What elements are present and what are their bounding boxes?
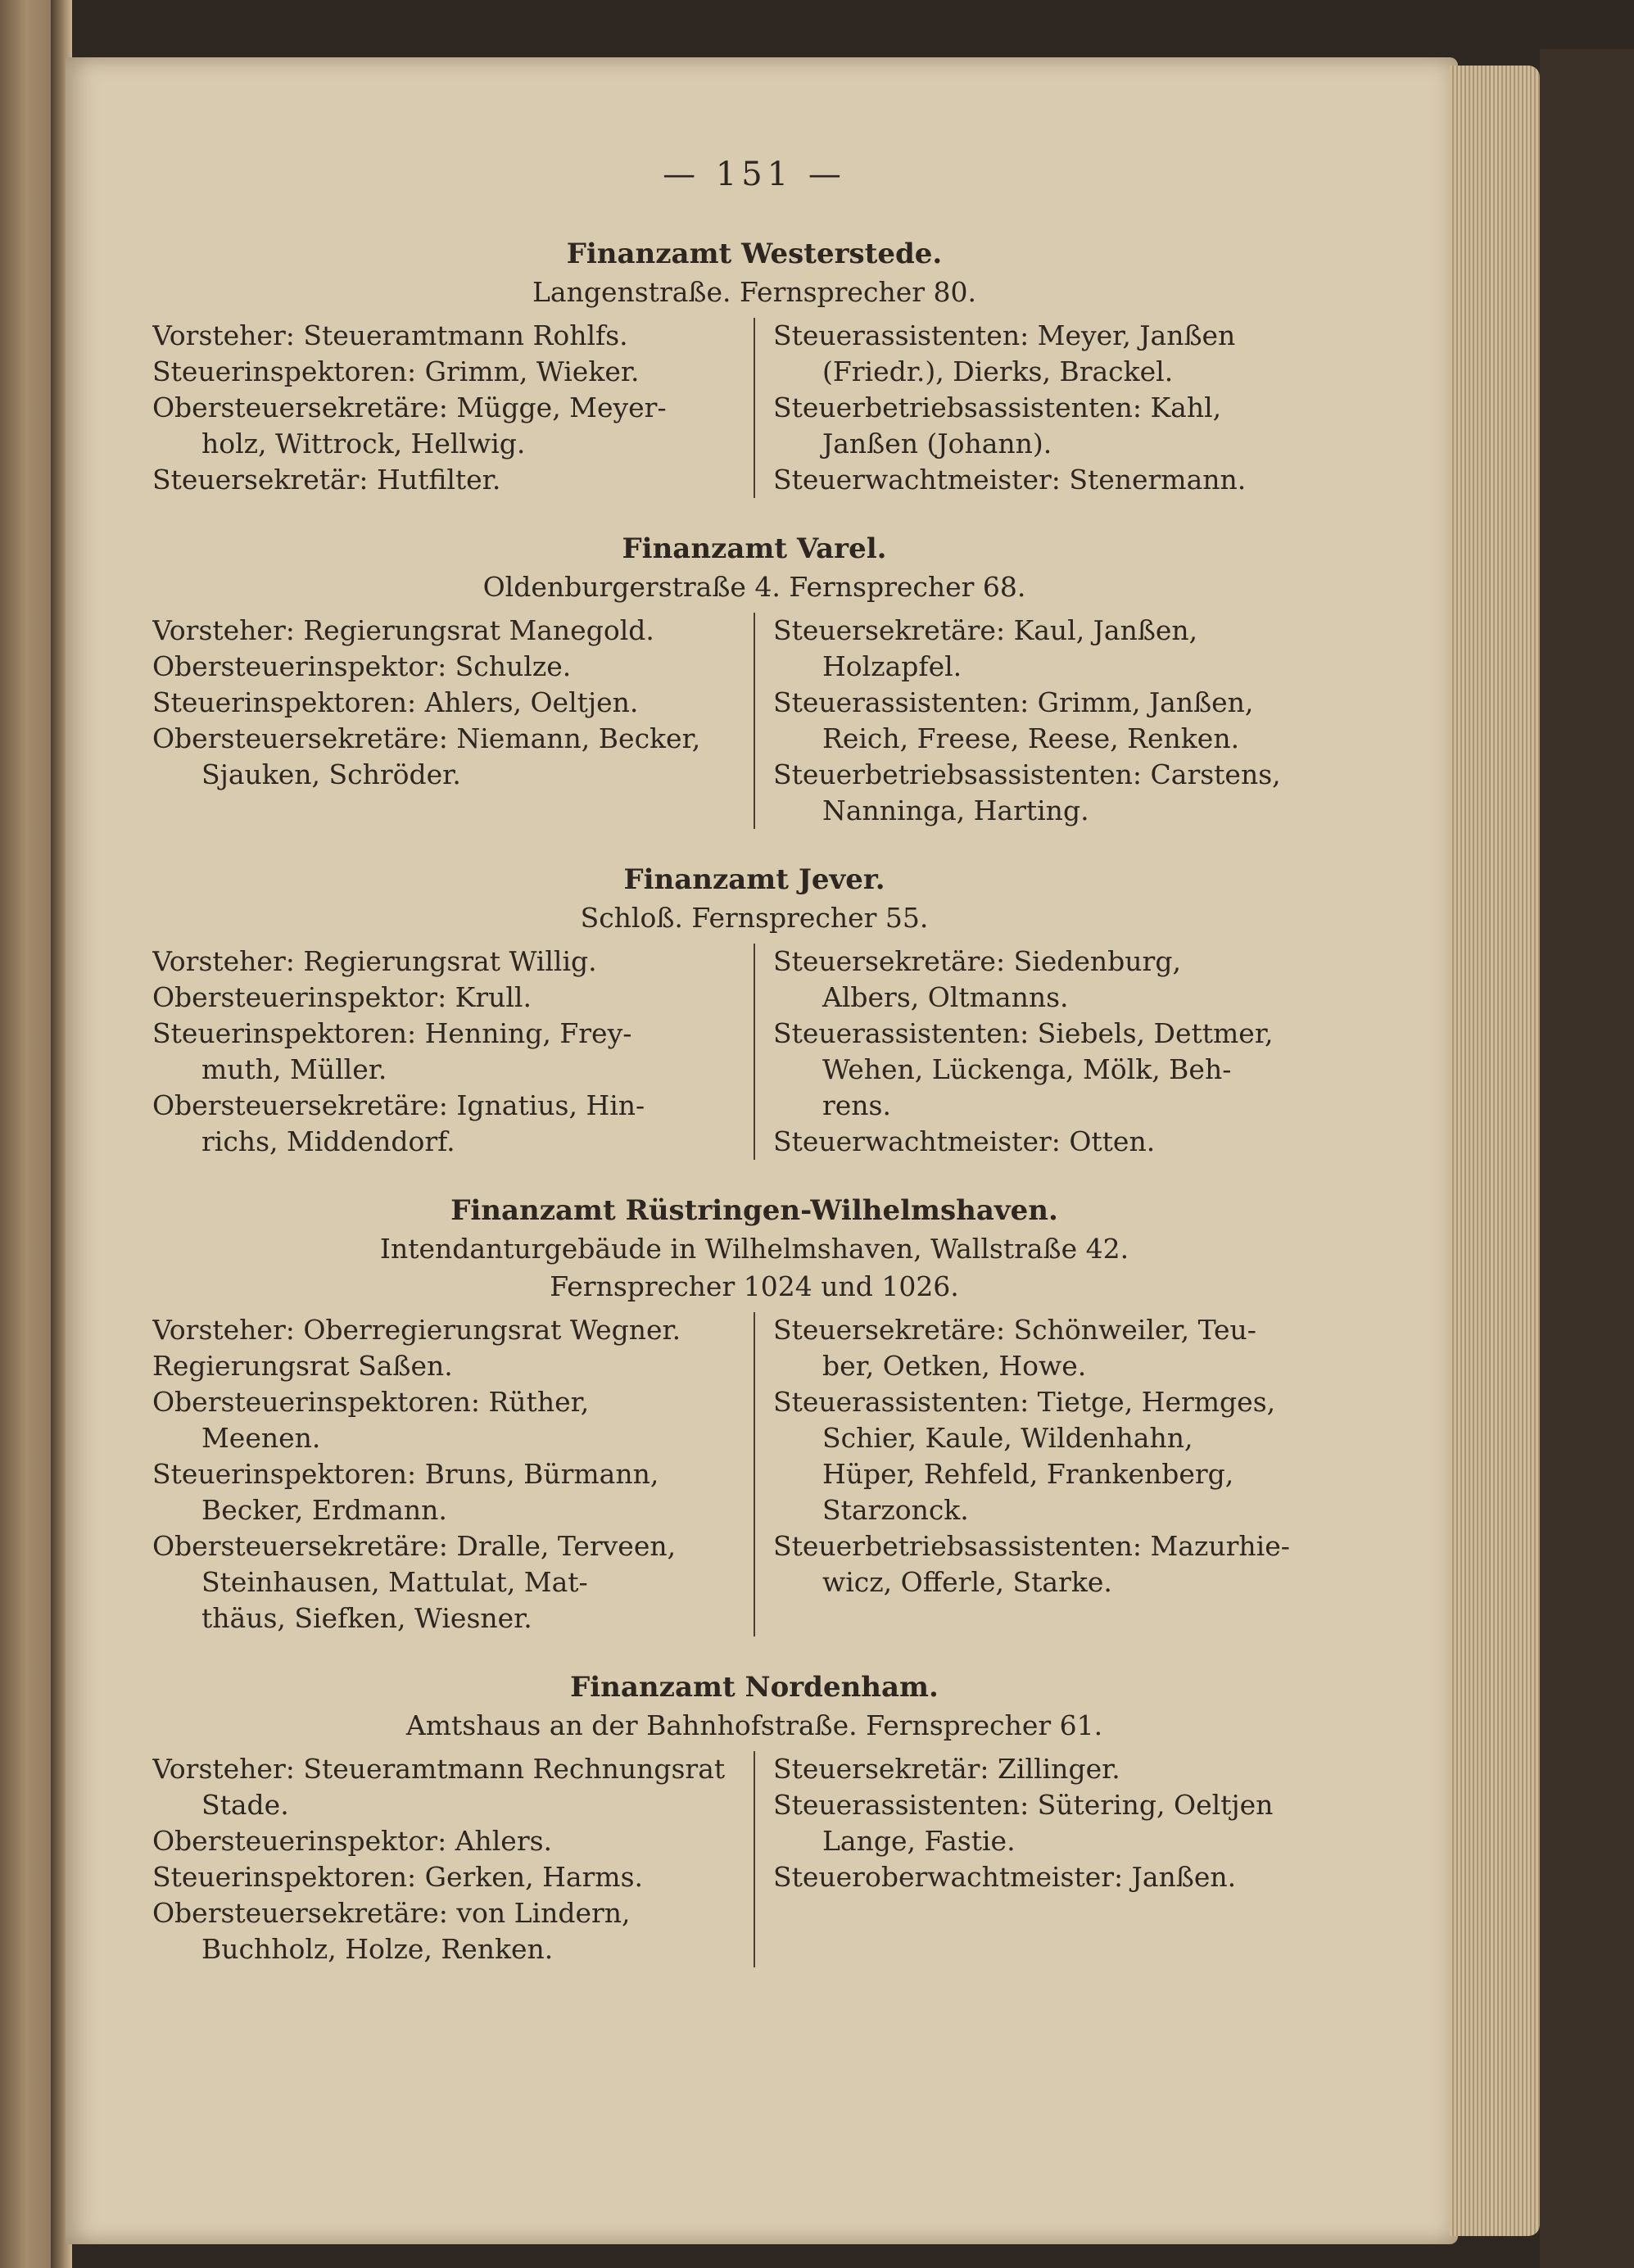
- staff-line: Steinhausen, Mattulat, Mat-: [201, 1566, 588, 1598]
- staff-line: ber, Oetken, Howe.: [822, 1350, 1087, 1382]
- staff-line: Steuersekretäre: Kaul, Janßen,: [773, 614, 1198, 646]
- staff-line: Steuerinspektoren: Henning, Frey-: [152, 1017, 632, 1049]
- staff-line: Obersteuersekretäre: von Lindern,: [152, 1897, 631, 1929]
- staff-line: rens.: [822, 1089, 891, 1121]
- staff-line: Steuersekretäre: Schönweiler, Teu-: [773, 1314, 1256, 1346]
- staff-line: Obersteuerinspektor: Krull.: [152, 981, 532, 1013]
- left-column: [152, 613, 754, 829]
- staff-line: muth, Müller.: [201, 1053, 387, 1085]
- staff-line: Steuerinspektoren: Grimm, Wieker.: [152, 355, 640, 387]
- office-address: Fernsprecher 1024 und 1026.: [550, 1270, 959, 1302]
- staff-line: Obersteuersekretäre: Ignatius, Hin-: [152, 1089, 645, 1121]
- office-section: [152, 862, 1356, 1160]
- office-section: [152, 1669, 1356, 1967]
- right-column: [754, 1312, 1356, 1636]
- staff-line: Obersteuersekretäre: Niemann, Becker,: [152, 722, 701, 754]
- staff-line: Steueroberwachtmeister: Janßen.: [773, 1861, 1237, 1893]
- staff-line: Steuersekretär: Zillinger.: [773, 1753, 1120, 1785]
- page-edges: [1450, 66, 1540, 2236]
- page-text: [152, 156, 1356, 2000]
- staff-line: Albers, Oltmanns.: [822, 981, 1069, 1013]
- staff-line: Starzonck.: [822, 1494, 969, 1526]
- staff-line: Steuerinspektoren: Ahlers, Oeltjen.: [152, 686, 639, 718]
- right-column: [754, 318, 1356, 498]
- staff-line: Steuerbetriebsassistenten: Carstens,: [773, 758, 1281, 790]
- office-address: Oldenburgerstraße 4. Fernsprecher 68.: [482, 571, 1026, 603]
- staff-line: Steuerbetriebsassistenten: Kahl,: [773, 392, 1222, 423]
- staff-line: Meenen.: [201, 1422, 321, 1454]
- staff-line: Reich, Freese, Reese, Renken.: [822, 722, 1240, 754]
- staff-line: Wehen, Lückenga, Mölk, Beh-: [822, 1053, 1232, 1085]
- staff-line: Vorsteher: Regierungsrat Willig.: [152, 945, 597, 977]
- office-heading: Finanzamt Rüstringen-Wilhelmshaven.: [450, 1194, 1058, 1227]
- staff-line: thäus, Siefken, Wiesner.: [201, 1602, 532, 1634]
- right-column: [754, 944, 1356, 1160]
- staff-columns: [152, 1751, 1356, 1967]
- staff-columns: [152, 944, 1356, 1160]
- staff-line: Steuerinspektoren: Bruns, Bürmann,: [152, 1458, 659, 1490]
- left-column: [152, 318, 754, 498]
- left-column: [152, 1312, 754, 1636]
- office-heading: Finanzamt Nordenham.: [570, 1671, 939, 1704]
- staff-line: Steuerassistenten: Meyer, Janßen: [773, 319, 1236, 351]
- staff-line: Steuersekretär: Hutfilter.: [152, 464, 501, 496]
- staff-line: Steuersekretäre: Siedenburg,: [773, 945, 1181, 977]
- staff-line: Vorsteher: Regierungsrat Manegold.: [152, 614, 654, 646]
- office-section: [152, 1193, 1356, 1636]
- office-address: Intendanturgebäude in Wilhelmshaven, Wallstraße 42.: [379, 1233, 1129, 1265]
- staff-line: Stade.: [201, 1789, 289, 1821]
- staff-line: Holzapfel.: [822, 650, 962, 682]
- office-address: Amtshaus an der Bahnhofstraße. Fernsprecher 61.: [405, 1709, 1103, 1741]
- staff-line: holz, Wittrock, Hellwig.: [201, 428, 526, 459]
- staff-line: Buchholz, Holze, Renken.: [201, 1933, 554, 1965]
- office-address: Schloß. Fernsprecher 55.: [580, 902, 929, 934]
- staff-line: wicz, Offerle, Starke.: [822, 1566, 1112, 1598]
- staff-line: Regierungsrat Saßen.: [152, 1350, 453, 1382]
- staff-line: Schier, Kaule, Wildenhahn,: [822, 1422, 1193, 1454]
- staff-line: Lange, Fastie.: [822, 1825, 1016, 1857]
- staff-line: Hüper, Rehfeld, Frankenberg,: [822, 1458, 1234, 1490]
- staff-line: Obersteuersekretäre: Mügge, Meyer-: [152, 392, 667, 423]
- staff-columns: [152, 318, 1356, 498]
- staff-columns: [152, 613, 1356, 829]
- staff-line: Steuerassistenten: Sütering, Oeltjen: [773, 1789, 1274, 1821]
- left-column: [152, 1751, 754, 1967]
- staff-line: Vorsteher: Oberregierungsrat Wegner.: [152, 1314, 681, 1346]
- office-heading: Finanzamt Varel.: [622, 532, 887, 565]
- left-page-edge: [0, 0, 57, 2268]
- staff-line: Sjauken, Schröder.: [201, 758, 461, 790]
- right-column: [754, 1751, 1356, 1967]
- staff-line: Steuerbetriebsassistenten: Mazurhie-: [773, 1530, 1290, 1562]
- staff-line: Steuerassistenten: Siebels, Dettmer,: [773, 1017, 1274, 1049]
- staff-line: Becker, Erdmann.: [201, 1494, 447, 1526]
- staff-line: (Friedr.), Dierks, Brackel.: [822, 355, 1174, 387]
- staff-line: Obersteuerinspektoren: Rüther,: [152, 1386, 590, 1418]
- right-column: [754, 613, 1356, 829]
- staff-line: Steuerinspektoren: Gerken, Harms.: [152, 1861, 644, 1893]
- staff-line: Janßen (Johann).: [822, 428, 1052, 459]
- office-address: Langenstraße. Fernsprecher 80.: [532, 276, 976, 308]
- staff-line: Vorsteher: Steueramtmann Rechnungsrat: [152, 1753, 726, 1785]
- staff-line: Nanninga, Harting.: [822, 794, 1089, 826]
- staff-line: Vorsteher: Steueramtmann Rohlfs.: [152, 319, 628, 351]
- staff-line: Steuerwachtmeister: Otten.: [773, 1125, 1156, 1157]
- background-right: [1540, 49, 1634, 2268]
- office-heading: Finanzamt Westerstede.: [566, 238, 943, 270]
- staff-line: Obersteuerinspektor: Schulze.: [152, 650, 572, 682]
- staff-line: richs, Middendorf.: [201, 1125, 455, 1157]
- left-column: [152, 944, 754, 1160]
- staff-line: Steuerassistenten: Grimm, Janßen,: [773, 686, 1254, 718]
- page-number: — 151 —: [663, 156, 846, 193]
- staff-line: Steuerwachtmeister: Stenermann.: [773, 464, 1247, 496]
- staff-columns: [152, 1312, 1356, 1636]
- staff-line: Obersteuersekretäre: Dralle, Terveen,: [152, 1530, 677, 1562]
- office-heading: Finanzamt Jever.: [623, 863, 885, 896]
- staff-line: Obersteuerinspektor: Ahlers.: [152, 1825, 553, 1857]
- staff-line: Steuerassistenten: Tietge, Hermges,: [773, 1386, 1276, 1418]
- office-section: [152, 236, 1356, 498]
- sections-container: [152, 236, 1356, 1967]
- office-section: [152, 531, 1356, 829]
